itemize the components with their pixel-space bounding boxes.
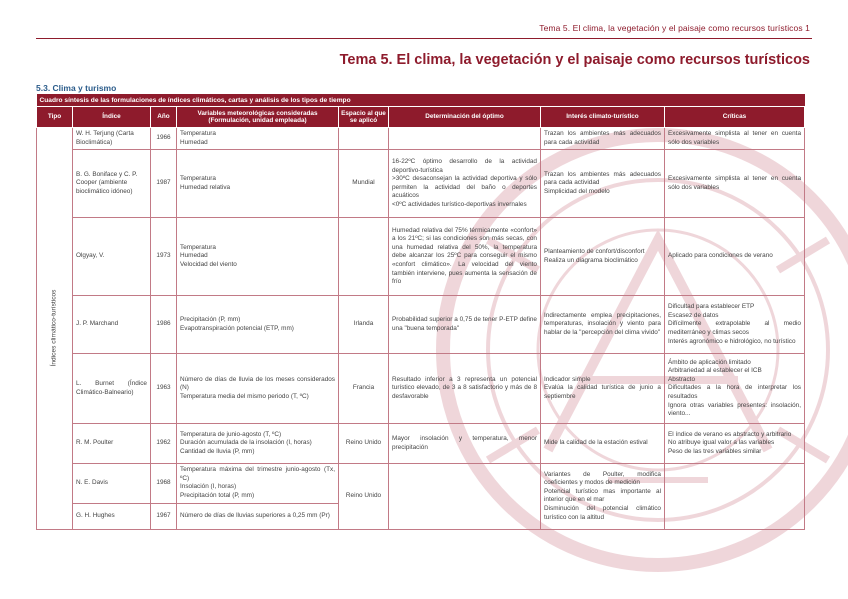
cell-indice: J. P. Marchand [73, 296, 151, 354]
table-row [37, 354, 805, 424]
cell-optimo [389, 464, 541, 529]
column-header-variables: Variables meteorológicas consideradas (Formulación, unidad empleada) [177, 107, 339, 128]
cell-optimo: Probabilidad superior a 0,75 de tener P-ETP define una "buena temporada" [389, 296, 541, 354]
cell-interes: Planteamiento de confort/disconfort Realiza un diagrama bioclimático [541, 218, 665, 296]
cell-indice: Olgyay, V. [73, 218, 151, 296]
cell-espacio: Irlanda [339, 296, 389, 354]
cell-optimo: Mayor insolación y temperatura, menor precipitación [389, 424, 541, 464]
cell-indice: B. G. Boniface y C. P. Cooper (ambiente bioclimático idóneo) [73, 150, 151, 218]
cell-criticas: Excesivamente simplista al tener en cuenta sólo dos variables [665, 128, 805, 150]
cell-criticas: Aplicado para condiciones de verano [665, 218, 805, 296]
cell-indice: L. Burnet (Índice Climático-Balneario) [73, 354, 151, 424]
cell-anio: 1962 [151, 424, 177, 464]
cell-espacio: Reino Unido [339, 424, 389, 464]
running-head: Tema 5. El clima, la vegetación y el paisaje como recursos turísticos 1 [539, 23, 810, 33]
cell-espacio [339, 218, 389, 296]
cell-variables: Temperatura máxima del trimestre junio-agosto (Tx, ºC) Insolación (I, horas) Precipitación total (P, mm) [177, 464, 339, 503]
cell-indice: G. H. Hughes [73, 503, 151, 529]
cell-anio: 1967 [151, 503, 177, 529]
cell-criticas: El índice de verano es abstracto y arbitrario No atribuye igual valor a las variables Peso de las tres variables similar [665, 424, 805, 464]
cell-variables: Número de días de lluvia de los meses considerados (N) Temperatura media del mismo periodo (T, ºC) [177, 354, 339, 424]
cell-indice: R. M. Poulter [73, 424, 151, 464]
cell-interes: Mide la calidad de la estación estival [541, 424, 665, 464]
cell-espacio: Reino Unido [339, 464, 389, 529]
cell-anio: 1963 [151, 354, 177, 424]
cell-indice: N. E. Davis [73, 464, 151, 503]
cell-criticas: Dificultad para establecer ETP Escasez de datos Difícilmente extrapolable al medio mediterráneo y climas secos Interés agronómico e hidrológico, no turístico [665, 296, 805, 354]
cell-optimo: Humedad relativa del 75% térmicamente «confort» a los 21ºC; si las condiciones son más secas, con una humedad relativa del 50%, la temperatura debe alcanzar los 25ºC para conseguir el mismo «confort climático». La velocidad del viento también interviene, pues aumenta la sensación de frío [389, 218, 541, 296]
cell-variables: Temperatura de junio-agosto (T, ºC) Duración acumulada de la insolación (I, horas) Cantidad de lluvia (P, mm) [177, 424, 339, 464]
cell-optimo: 16-22ºC óptimo desarrollo de la actividad deportivo-turística >30ºC desaconsejan la actividad deportiva y sólo permiten la actividad del baño o deportes acuáticos <0ºC actividades turístico-deportivas invernales [389, 150, 541, 218]
table-row [37, 150, 805, 218]
table-row [37, 296, 805, 354]
cell-interes: Variantes de Poulter, modifica coeficientes y modos de medición Potencial turístico mas importante al interior que en el mar Disminución del potencial climático turístico con la altitud [541, 464, 665, 529]
cell-indice: W. H. Terjung (Carta Bioclimática) [73, 128, 151, 150]
cell-criticas: Ámbito de aplicación limitado Arbitrariedad al establecer el ICB Abstracto Dificultades a la hora de interpretar los resultados Ignora otras variables presentes: insolación, viento... [665, 354, 805, 424]
cell-espacio: Mundial [339, 150, 389, 218]
table-row [37, 218, 805, 296]
cell-interes: Indicador simple Evalúa la calidad turística de junio a septiembre [541, 354, 665, 424]
cell-criticas: Excesivamente simplista al tener en cuenta sólo dos variables [665, 150, 805, 218]
cell-anio: 1987 [151, 150, 177, 218]
section-title: 5.3. Clima y turismo [36, 83, 117, 93]
column-header-criticas: Críticas [665, 107, 805, 128]
table-row [37, 464, 805, 503]
cell-optimo: Resultado inferior a 3 representa un potencial turístico elevado, de 3 a 8 satisfactorio y más de 8 desfavorable [389, 354, 541, 424]
cell-interes: Trazan los ambientes más adecuados para cada actividad Simplicidad del modelo [541, 150, 665, 218]
header-rule [36, 38, 812, 39]
page-title: Tema 5. El clima, la vegetación y el paisaje como recursos turísticos [339, 52, 810, 68]
cell-anio: 1973 [151, 218, 177, 296]
cell-variables: Número de días de lluvias superiores a 0,25 mm (Pr) [177, 503, 339, 529]
cell-variables: Temperatura Humedad Velocidad del viento [177, 218, 339, 296]
table-row [37, 128, 805, 150]
column-header-espacio: Espacio al que se aplicó [339, 107, 389, 128]
cell-espacio [339, 128, 389, 150]
cell-variables: Temperatura Humedad [177, 128, 339, 150]
cell-anio: 1986 [151, 296, 177, 354]
column-header-tipo: Tipo [37, 107, 73, 128]
table-row [37, 424, 805, 464]
climate-indices-table [36, 94, 805, 530]
column-header-optimo: Determinación del óptimo [389, 107, 541, 128]
cell-interes: Trazan los ambientes más adecuados para cada actividad [541, 128, 665, 150]
tipo-cell [37, 128, 73, 530]
cell-optimo [389, 128, 541, 150]
cell-espacio: Francia [339, 354, 389, 424]
cell-anio: 1966 [151, 128, 177, 150]
cell-variables: Temperatura Humedad relativa [177, 150, 339, 218]
cell-variables: Precipitación (P, mm) Evapotranspiración potencial (ETP, mm) [177, 296, 339, 354]
cell-anio: 1968 [151, 464, 177, 503]
cell-criticas [665, 464, 805, 529]
table-caption: Cuadro síntesis de las formulaciones de índices climáticos, cartas y análisis de los tipos de tiempo [37, 94, 805, 107]
tipo-label: Índices climático-turísticos [50, 289, 58, 367]
cell-interes: Indirectamente emplea precipitaciones, temperaturas, insolación y viento para hablar de la "percepción del clima vivido" [541, 296, 665, 354]
column-header-indice: Índice [73, 107, 151, 128]
column-header-anio: Año [151, 107, 177, 128]
column-header-interes: Interés climato-turístico [541, 107, 665, 128]
